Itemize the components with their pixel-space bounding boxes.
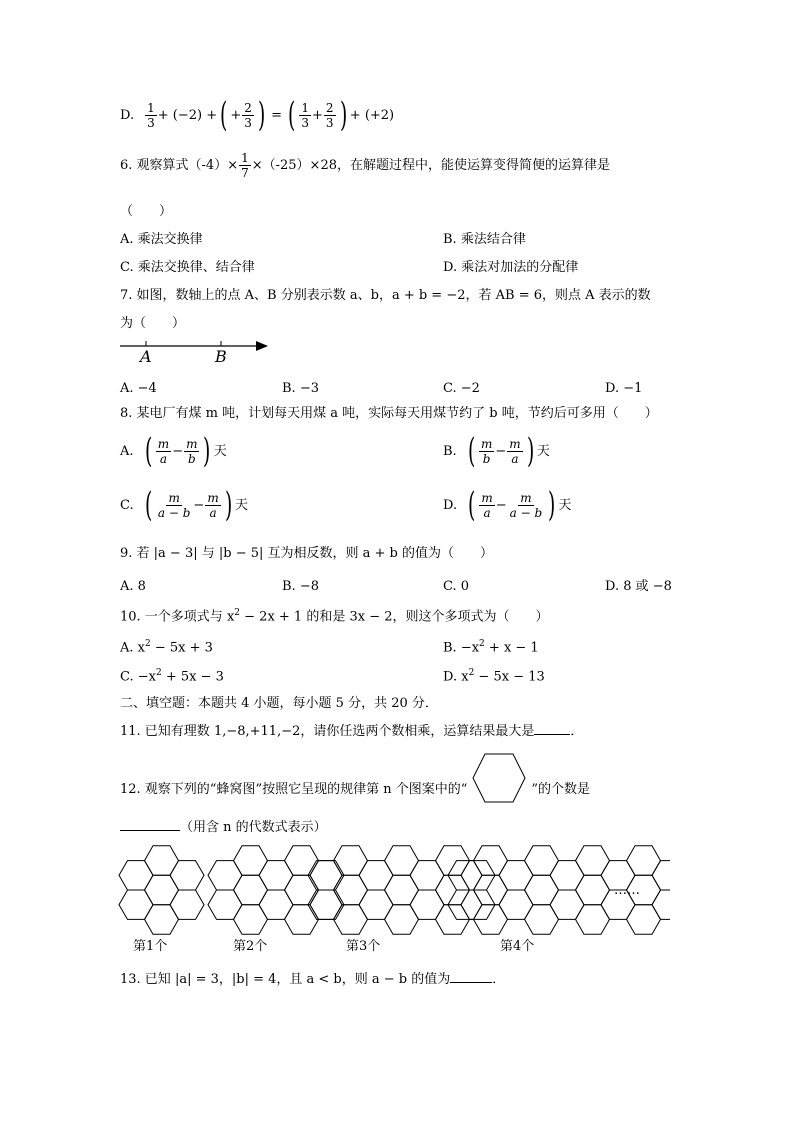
q8-option-b: B. ( $\frac{m}{b}$ − $\frac{m}{a}$ ) 天 bbox=[443, 431, 550, 471]
q7-option-c: C. −2 bbox=[443, 381, 480, 396]
honeycomb-3-cell bbox=[410, 861, 444, 890]
q10-option-c: C. $-x^2 + 5x - 3$ bbox=[120, 668, 224, 685]
honeycomb-4-cell bbox=[627, 846, 661, 876]
honeycomb-4-cell bbox=[652, 890, 670, 919]
q10-option-a: A. $x^2 - 5x + 3$ bbox=[120, 639, 213, 656]
q5-d-fraction-1: $\frac{1}{3}$ bbox=[147, 100, 155, 130]
q5-d-fraction-4: $\frac{2}{3}$ bbox=[325, 100, 334, 130]
honeycomb-1-cell bbox=[119, 861, 153, 890]
q12-stem-line2: （用含 n 的代数式表示） bbox=[120, 821, 327, 834]
honeycomb-3-cell bbox=[334, 875, 368, 904]
honeycomb-2-cell bbox=[208, 890, 242, 919]
q9-option-d: D. 8 或 −8 bbox=[605, 579, 672, 594]
q12-stem-line1: 12. 观察下列的“蜂窝图”按照它呈现的规律第 n 个图案中的“ ”的个数是 bbox=[120, 752, 590, 804]
q8-option-c: C. ( $\frac{m}{a - b}$ − $\frac{m}{a}$ ) 天 bbox=[120, 485, 248, 525]
honeycomb-1-cell bbox=[145, 875, 179, 904]
honeycomb-3-cell bbox=[385, 846, 419, 876]
q6-option-a: A. 乘法交换律 bbox=[120, 232, 203, 247]
honeycomb-4-cell bbox=[550, 861, 584, 890]
q5-d-mid: + (−2) + bbox=[157, 107, 218, 123]
honeycomb-1-cell bbox=[170, 861, 204, 890]
honeycomb-1-cell bbox=[145, 846, 179, 876]
honeycomb-3-cell bbox=[308, 861, 342, 890]
section-2-heading: 二、填空题：本题共 4 小题，每小题 5 分，共 20 分． bbox=[120, 696, 438, 711]
honeycomb-2-cell bbox=[259, 861, 293, 890]
honeycomb-2-cell bbox=[234, 875, 268, 904]
honeycomb-4-cell bbox=[652, 861, 670, 890]
q6-option-b: B. 乘法结合律 bbox=[443, 232, 526, 247]
q7-option-b: B. −3 bbox=[282, 381, 319, 396]
honeycomb-2-cell bbox=[208, 861, 242, 890]
q5-d-fraction-3: $\frac{1}{3}$ bbox=[301, 100, 309, 130]
honeycomb-caption-2: 第2个 bbox=[233, 939, 268, 954]
honeycomb-4-cell bbox=[525, 875, 559, 904]
honeycomb-3-cell bbox=[385, 875, 419, 904]
q12-answer-blank[interactable] bbox=[120, 830, 180, 831]
honeycomb-2-cell bbox=[310, 890, 344, 919]
q6-fraction: $\frac{1}{7}$ bbox=[241, 151, 249, 180]
number-line-label-a: A bbox=[140, 347, 152, 366]
hexagon-icon bbox=[471, 752, 527, 804]
honeycomb-1-cell bbox=[145, 905, 179, 935]
q11-answer-blank[interactable] bbox=[534, 734, 570, 735]
q6-answer-paren: （ ） bbox=[120, 204, 173, 219]
honeycomb-caption-3: 第3个 bbox=[346, 939, 381, 954]
honeycomb-4-cell bbox=[576, 846, 610, 876]
honeycomb-3-cell bbox=[359, 861, 393, 890]
honeycomb-caption-4: 第4个 bbox=[500, 939, 535, 954]
honeycomb-3-cell bbox=[334, 846, 368, 876]
honeycomb-3-cell bbox=[334, 905, 368, 935]
honeycomb-4-cell bbox=[499, 890, 533, 919]
q9-stem: 9. 若 |a − 3| 与 |b − 5| 互为相反数，则 a + b 的值为（ ） bbox=[120, 546, 494, 561]
q8-stem: 8. 某电厂有煤 m 吨，计划每天用煤 a 吨，实际每天用煤节约了 b 吨，节约后可多用（ ） bbox=[120, 406, 658, 421]
q5-d-tail: + (+2) bbox=[349, 107, 395, 123]
q10-option-d: D. $x^2 - 5x - 13$ bbox=[443, 668, 545, 685]
q13-stem: 13. 已知 |a| = 3，|b| = 4，且 a < b，则 a − b 的值为 ． bbox=[120, 972, 506, 987]
honeycomb-3-cell bbox=[308, 890, 342, 919]
honeycomb-1-cell bbox=[119, 890, 153, 919]
honeycomb-2-cell bbox=[234, 846, 268, 876]
q5-d-fraction-2: $\frac{2}{3}$ bbox=[244, 100, 252, 130]
honeycomb-3-cell bbox=[385, 905, 419, 935]
honeycomb-2-cell bbox=[259, 890, 293, 919]
q6-option-d: D. 乘法对加法的分配律 bbox=[443, 260, 579, 275]
honeycomb-4-cell bbox=[550, 890, 584, 919]
honeycomb-4-cell bbox=[576, 905, 610, 935]
q11-stem: 11. 已知有理数 1,−8,+11,−2，请你任选两个数相乘，运算结果最大是 ． bbox=[120, 724, 584, 739]
q5-option-d: D. $\frac{1}{3}$ + (−2) + ( + $\frac{2}{3}$ ) = ( $\frac{1}{3}$ + $\frac{2}{3}$ ) + (+2) bbox=[120, 95, 395, 135]
q5-d-equals: = bbox=[271, 107, 283, 123]
honeycomb-2-cell bbox=[310, 861, 344, 890]
q5-d-label: D. bbox=[120, 107, 135, 123]
honeycomb-2-cell bbox=[285, 905, 319, 935]
q9-option-a: A. 8 bbox=[120, 579, 146, 594]
honeycomb-2-cell bbox=[285, 875, 319, 904]
honeycomb-2-cell bbox=[234, 905, 268, 935]
honeycomb-4-cell bbox=[525, 846, 559, 876]
honeycomb-4-cell bbox=[499, 861, 533, 890]
honeycomb-4-cell bbox=[576, 875, 610, 904]
honeycomb-2-cell bbox=[285, 846, 319, 876]
honeycomb-3-cell bbox=[359, 890, 393, 919]
q7-stem-line2: 为（ ） bbox=[120, 316, 186, 331]
q7-stem-line1: 7. 如图，数轴上的点 A、B 分别表示数 a、b，a + b = −2，若 AB = 6，则点 A 表示的数 bbox=[120, 288, 651, 303]
q7-option-a: A. −4 bbox=[120, 381, 157, 396]
number-line-label-b: B bbox=[215, 347, 227, 366]
honeycomb-4-cell bbox=[525, 905, 559, 935]
q13-answer-blank[interactable] bbox=[450, 982, 492, 983]
q10-stem: 10. 一个多项式与 $x^2 - 2x + 1$ 的和是 3x − 2，则这个多项式为（ ） bbox=[120, 608, 549, 625]
q9-option-c: C. 0 bbox=[443, 579, 470, 594]
honeycomb-3-cell bbox=[410, 890, 444, 919]
honeycomb-1-cell bbox=[170, 890, 204, 919]
q8-option-a: A. ( $\frac{m}{a}$ − $\frac{m}{b}$ ) 天 bbox=[120, 431, 227, 471]
q6-option-c: C. 乘法交换律、结合律 bbox=[120, 260, 255, 275]
honeycomb-ellipsis: …… bbox=[614, 883, 640, 898]
q10-option-b: B. $-x^2 + x - 1$ bbox=[443, 639, 539, 656]
q6-stem: 6. 观察算式（-4）× $\frac{1}{7}$ ×（-25）×28，在解题过程中，能使运算变得简便的运算律是 bbox=[120, 151, 610, 180]
honeycomb-caption-1: 第1个 bbox=[133, 939, 168, 954]
honeycomb-figure bbox=[110, 840, 670, 940]
q9-option-b: B. −8 bbox=[282, 579, 319, 594]
q8-option-d: D. ( $\frac{m}{a}$ − $\frac{m}{a - b}$ ) 天 bbox=[443, 485, 572, 525]
honeycomb-4-cell bbox=[627, 905, 661, 935]
q7-option-d: D. −1 bbox=[605, 381, 643, 396]
